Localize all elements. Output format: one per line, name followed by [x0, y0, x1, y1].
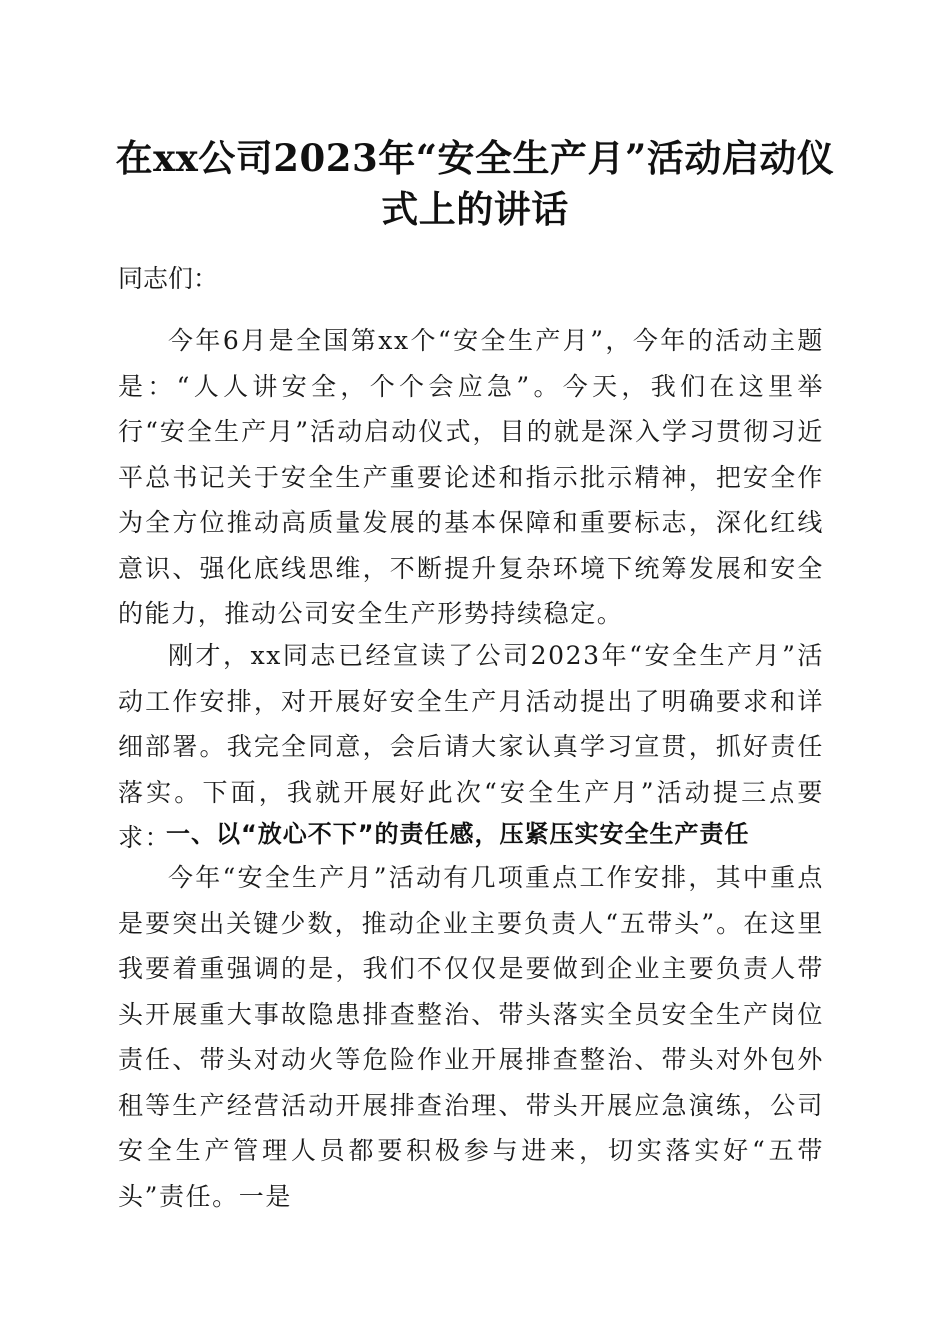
section-1-paragraph: 今年“安全生产月”活动有几项重点工作安排，其中重点是要突出关键少数，推动企业主要负责人“五带头”。在这里我要着重强调的是，我们不仅仅是要做到企业主要负责人带头开展重大事故隐患排查整治、带头落实全员安全生产岗位责任、带头对动火等危险作业开展排查整治、带头对外包外租等生产经营活动开展排查治理、带头开展应急演练，公司安全生产管理人员都要积极参与进来，切实落实好“五带头”责任。一是 [118, 863, 824, 1211]
salutation: 同志们： [118, 264, 219, 293]
section-heading-1: 一、以“放心不下”的责任感，压紧压实安全生产责任 [166, 820, 750, 848]
paragraph-1: 今年6月是全国第xx个“安全生产月”，今年的活动主题是：“人人讲安全，个个会应急”。今天，我们在这里举行“安全生产月”活动启动仪式，目的就是深入学习贯彻习近平总书记关于安全生产重要论述和指示批示精神，把安全作为全方位推动高质量发展的基本保障和重要标志，深化红线意识、强化底线思维，不断提升复杂环境下统筹发展和安全的能力，推动公司安全生产形势持续稳定。 [118, 326, 824, 628]
document-title: 在xx公司2023年“安全生产月”活动启动仪式上的讲话 [115, 136, 835, 231]
paragraph-2: 刚才，xx同志已经宣读了公司2023年“安全生产月”活动工作安排，对开展好安全生产月活动提出了明确要求和详细部署。我完全同意，会后请大家认真学习宣贯，抓好责任落实。下面，我就开展好此次“安全生产月”活动提三点要求： [118, 641, 824, 852]
